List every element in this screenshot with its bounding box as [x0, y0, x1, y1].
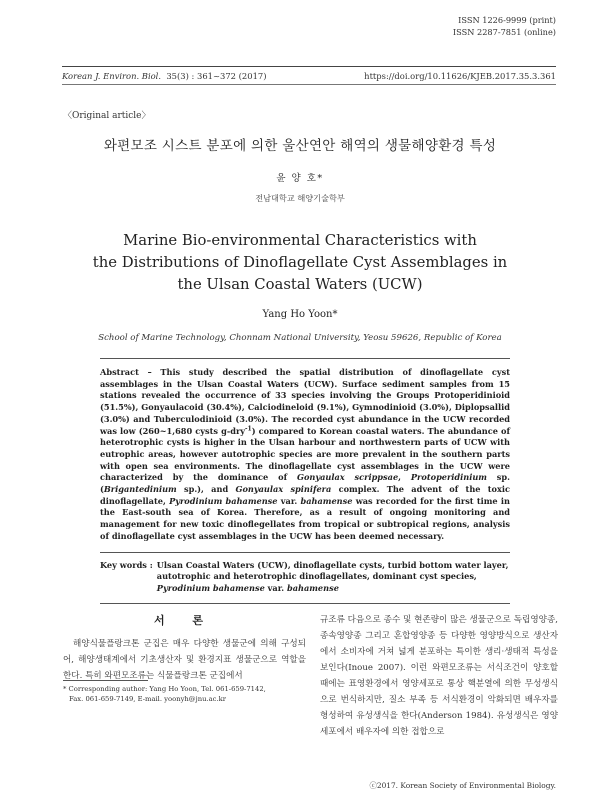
- species-name: bahamense: [300, 495, 353, 506]
- keywords-part: var.: [264, 582, 287, 593]
- species-name: Pyrodinium bahamense: [156, 582, 265, 593]
- english-title-line: the Ulsan Coastal Waters (UCW): [177, 276, 423, 293]
- divider: [100, 603, 510, 604]
- abstract-part: was recorded for the first time in the East-south sea of Korea. Therefore, as a result of ongoing monitoring and management for new toxic dinoflegellates from tropical or subtropical regions, analysis of dinoflagellate cyst assemblages in the UCW has been deemed necessary.: [100, 495, 510, 541]
- issn-print: ISSN 1226-9999 (print): [458, 15, 556, 25]
- divider: [100, 552, 510, 553]
- footnote-line: Fax. 061-659-7149, E-mail. yoonyh@jnu.ac.kr: [69, 695, 226, 703]
- abstract-part: ,: [398, 472, 411, 483]
- english-title: [0, 230, 600, 296]
- species-name: Gonyaulax scrippsae: [296, 472, 399, 483]
- footnote-line: * Corresponding author: Yang Ho Yoon, Tel. 061-659-7142,: [63, 685, 266, 693]
- english-author: Yang Ho Yoon*: [262, 309, 338, 320]
- section-heading: 서 론: [153, 614, 216, 627]
- abstract-label: Abstract: [100, 367, 139, 377]
- abstract-part: complex. The advent of the toxic dinoflagellate,: [100, 484, 510, 506]
- paragraph: 해양식물플랑크톤 군집은 매우 다양한 생물군에 의해 구성되어, 해양생태계에서 기초생산자 및 환경지표 생물군으로 역할을 한다. 특히 와편모조류는 식물플랑크톤 군집에서: [63, 639, 306, 681]
- english-title-line: Marine Bio-environmental Characteristics with: [123, 232, 477, 249]
- footnote-divider: [63, 680, 148, 681]
- copyright-notice: ⓒ2017. Korean Society of Environmental Biology.: [369, 781, 556, 790]
- korean-author: 윤 양 호*: [276, 173, 324, 184]
- abstract-part: This study described the spatial distribution of dinoflagellate cyst assemblages in the Ulsan Coastal Waters (UCW). Surface sediment samples from 15 stations revealed the occurrence of 33 species involving the Groups Protoperidinioid (51.5%), Gonyaulacoid (30.4%), Calciodineloid (9.1%), Gymnodinioid (3.0%), Diplopsallid (3.0%) and Tuberculodinioid (3.0%). The recorded cyst abundance in the UCW recorded was low (260~1,680 cysts g-dry: [100, 367, 510, 436]
- species-name: Protoperidinium: [410, 472, 487, 483]
- abstract-superscript: -1: [245, 424, 252, 432]
- issn-online: ISSN 2287-7851 (online): [452, 27, 556, 37]
- species-name: bahamense: [286, 582, 339, 593]
- abstract-part: var.: [277, 495, 301, 506]
- footnote: [63, 684, 306, 704]
- journal-citation: [62, 71, 267, 81]
- doi-link[interactable]: https://doi.org/10.11626/KJEB.2017.35.3.361: [364, 70, 556, 81]
- body-text-right: [320, 612, 558, 740]
- abstract-text: Abstract – This study described the spatial distribution of dinoflagellate cyst assemblages in the Ulsan Coastal Waters (UCW). Surface sediment samples from 15 stations revealed the occurrence of 33 species involving the Groups Protoperidinioid (51.5%), Gonyaulacoid (30.4%), Calciodineloid (9.1%), Gymnodinioid (3.0%), Diplopsallid (3.0%) and Tuberculodinioid (3.0%). The recorded cyst abundance in the UCW recorded was low (260~1,680 cysts g-dry$^{-1}$) compared to Korean coastal waters. The abundance of heterotrophic cysts is higher in the Ulsan harbour and northwestern parts of UCW with eutrophic areas, however autotrophic species are more prevalent in the southern parts with open sea environments. The dinoflagellate cyst assemblages in the UCW were characterized by the dominance of Gonyaulax scrippsae, Protoperidinium sp. (Brigantedinium sp.), and Gonyaulax spinifera complex. The advent of the toxic dinoflagellate, Pyrodinium bahamense var. bahamense was recorded for the first time in the East-south sea of Korea. Therefore, as a result of ongoing monitoring and management for new toxic dinoflegellates from tropical or subtropical regions, analysis of dinoflagellate cyst assemblages in the UCW has been deemed necessary.: [100, 367, 511, 541]
- abstract-part: ) compared to Korean coastal waters. The abundance of heterotrophic cysts is higher in the Ulsan harbour and northwestern parts of UCW with eutrophic areas, however autotrophic species are more prevalent in the southern parts with open sea environments. The dinoflagellate cyst assemblages in the UCW were characterized by the dominance of: [100, 425, 511, 483]
- article-type-label: 〈Original article〉: [63, 111, 151, 121]
- paragraph: 규조류 다음으로 종수 및 현존량이 많은 생물군으로 독립영양종, 종속영양종 그리고 혼합영양종 등 다양한 영양방식으로 생산자에서 소비자에 거쳐 넓게 분포하는 특이한 생리·생태적 특성을 보인다(Inoue 2007). 이런 와편모조류는 서식조건이 양호할 때에는 표영환경에서 영양세포로 통상 핵분열에 의한 무성생식으로 번식하지만, 질소 부족 등 서식환경이 악화되면 배우자를 형성하여 유성생식을 한다(Anderson 1984). 유성생식은 영양세포에서 배우자에 의한 접합으로: [320, 615, 558, 737]
- abstract-part: sp. (: [100, 472, 510, 495]
- english-affiliation: School of Marine Technology, Chonnam National University, Yeosu 59626, Republic of Korea: [98, 333, 502, 343]
- species-name: Pyrodinium bahamense: [169, 495, 278, 506]
- abstract-section: [100, 358, 510, 604]
- english-title-line: the Distributions of Dinoflagellate Cyst Assemblages in: [92, 254, 508, 271]
- journal-name: Korean J. Environ. Biol.: [62, 70, 162, 81]
- volume-info: 35(3) : 361~372 (2017): [166, 70, 267, 81]
- korean-title: 와편모조 시스트 분포에 의한 울산연안 해역의 생물해양환경 특성: [103, 138, 497, 154]
- right-column: [320, 612, 558, 740]
- species-name: Brigantedinium: [103, 484, 177, 495]
- issn-block: [453, 14, 556, 38]
- keywords-label: Key words :: [100, 559, 153, 570]
- left-column: [63, 612, 306, 684]
- keywords: [100, 560, 510, 595]
- abstract-part: sp.), and: [176, 484, 236, 495]
- species-name: Gonyaulax spinifera: [235, 484, 332, 495]
- body-text-left: [63, 636, 306, 684]
- journal-header-bar: [62, 66, 556, 85]
- keywords-part: Ulsan Coastal Waters (UCW), dinoflagellate cysts, turbid bottom water layer, autotrophic and heterotrophic dinoflagellates, dominant cyst species,: [156, 559, 509, 582]
- keywords-text: [157, 560, 510, 595]
- korean-affiliation: 전남대학교 해양기술학부: [255, 193, 345, 203]
